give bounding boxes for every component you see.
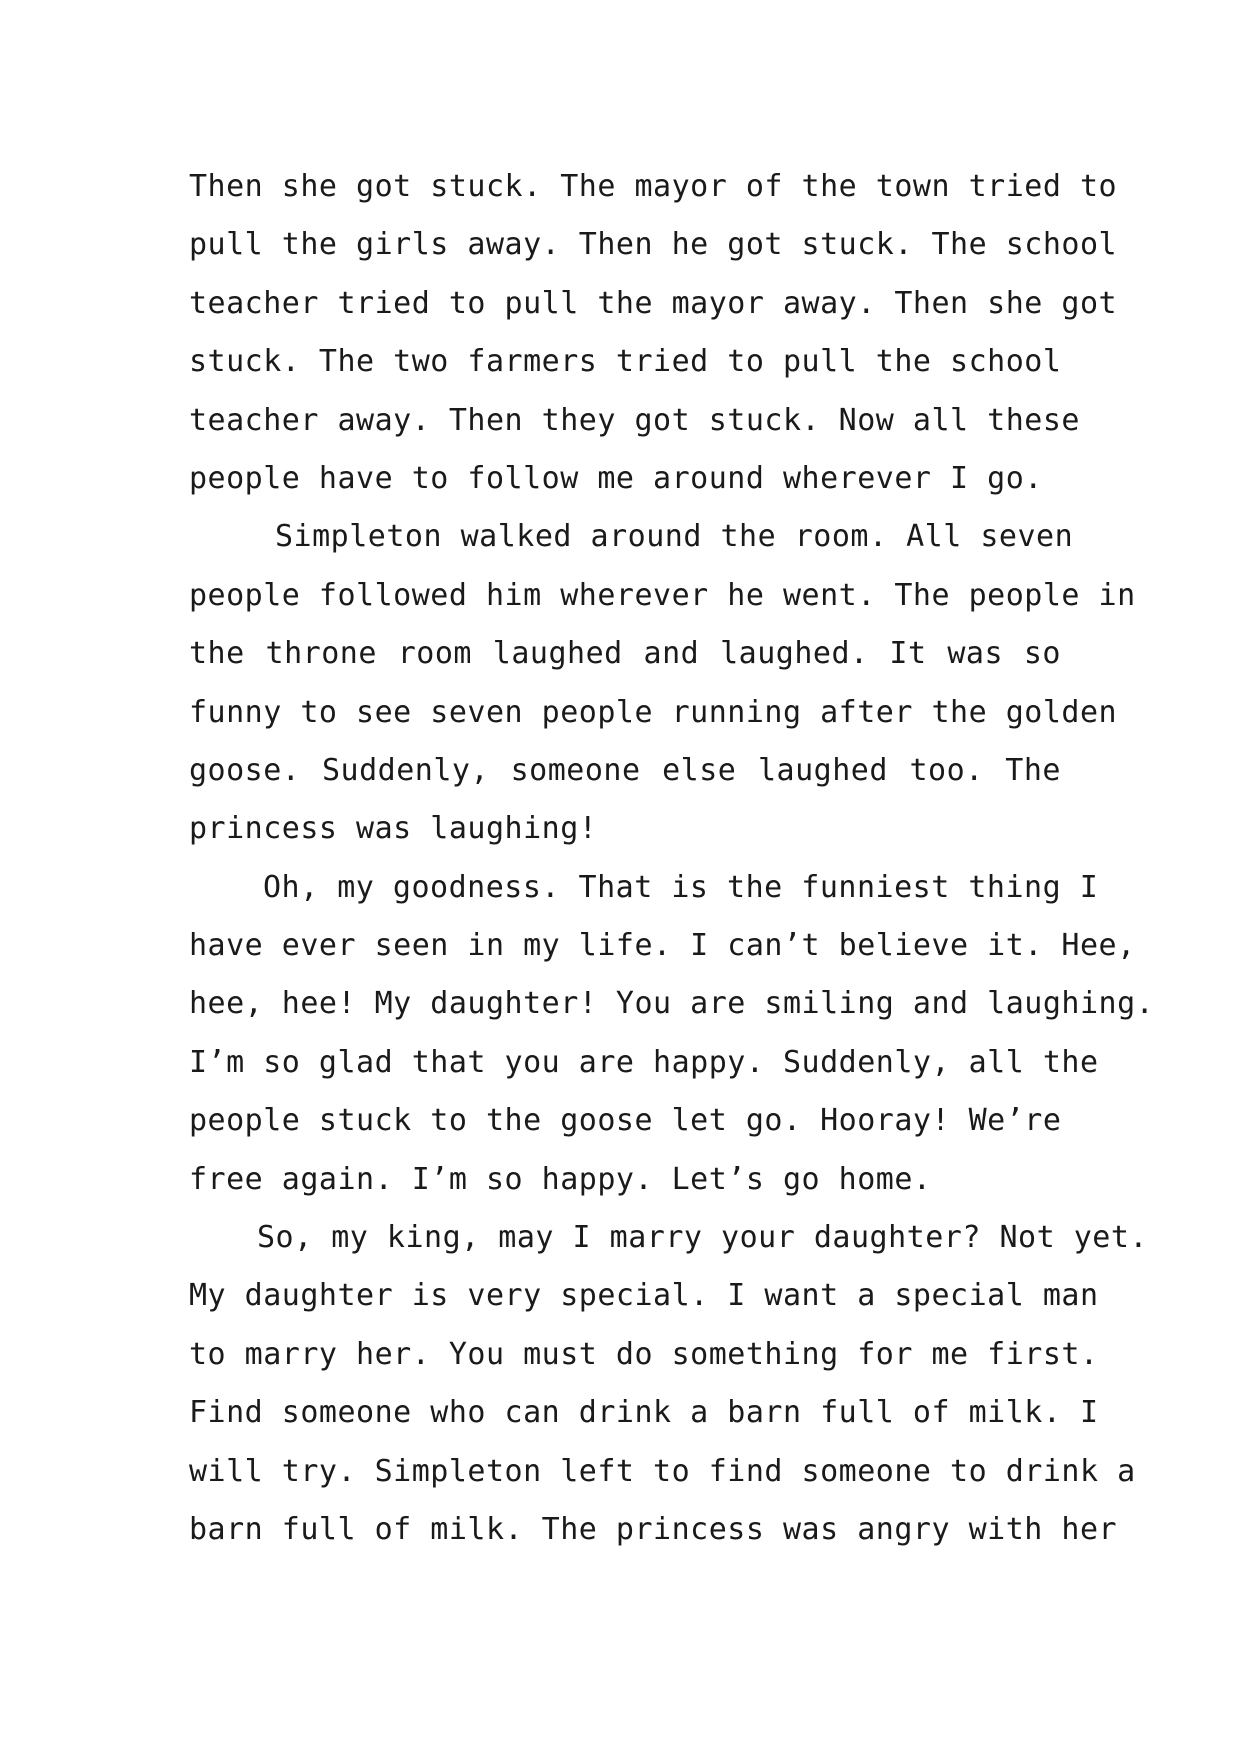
text-line: Then she got stuck. The mayor of the town tried to bbox=[189, 169, 1118, 204]
text-line: My daughter is very special. I want a special man bbox=[189, 1278, 1099, 1314]
text-line: Find someone who can drink a barn full of milk. I bbox=[189, 1395, 1099, 1431]
text-line: So, my king, may I marry your daughter? Not yet. bbox=[257, 1220, 1148, 1256]
text-line: I’m so glad that you are happy. Suddenly, all the bbox=[189, 1044, 1099, 1080]
text-line: have ever seen in my life. I can’t believe it. Hee, bbox=[189, 928, 1136, 964]
text-line: teacher tried to pull the mayor away. Then she got bbox=[189, 285, 1118, 321]
text-line: goose. Suddenly, someone else laughed too. The bbox=[189, 752, 1061, 788]
text-line: stuck. The two farmers tried to pull the school bbox=[189, 344, 1062, 380]
paragraph-1 bbox=[189, 158, 1118, 508]
text-line: people followed him wherever he went. The people in bbox=[189, 577, 1136, 613]
text-line: pull the girls away. Then he got stuck. The school bbox=[189, 227, 1118, 263]
paragraph-3 bbox=[189, 859, 1155, 1209]
text-line: funny to see seven people running after the golden bbox=[189, 694, 1118, 730]
text-line: to marry her. You must do something for me first. bbox=[189, 1336, 1099, 1372]
text-line: Simpleton walked around the room. All seven bbox=[275, 519, 1074, 555]
text-line: people stuck to the goose let go. Hooray! We’re bbox=[189, 1103, 1062, 1139]
text-line: teacher away. Then they got stuck. Now all these bbox=[189, 402, 1080, 438]
text-line: Oh, my goodness. That is the funniest thing I bbox=[263, 869, 1099, 905]
text-line: will try. Simpleton left to find someone to drink a bbox=[189, 1453, 1136, 1489]
paragraph-2 bbox=[189, 508, 1136, 858]
paragraph-4 bbox=[189, 1209, 1148, 1559]
text-line: princess was laughing! bbox=[189, 811, 598, 847]
text-line: hee, hee! My daughter! You are smiling and laughing. bbox=[189, 986, 1155, 1022]
text-line: free again. I’m so happy. Let’s go home. bbox=[189, 1161, 932, 1197]
body-text bbox=[189, 158, 1155, 1559]
text-line: people have to follow me around wherever I go. bbox=[189, 460, 1043, 496]
text-line: the throne room laughed and laughed. It was so bbox=[189, 636, 1061, 672]
text-line: barn full of milk. The princess was angry with her bbox=[189, 1511, 1118, 1547]
